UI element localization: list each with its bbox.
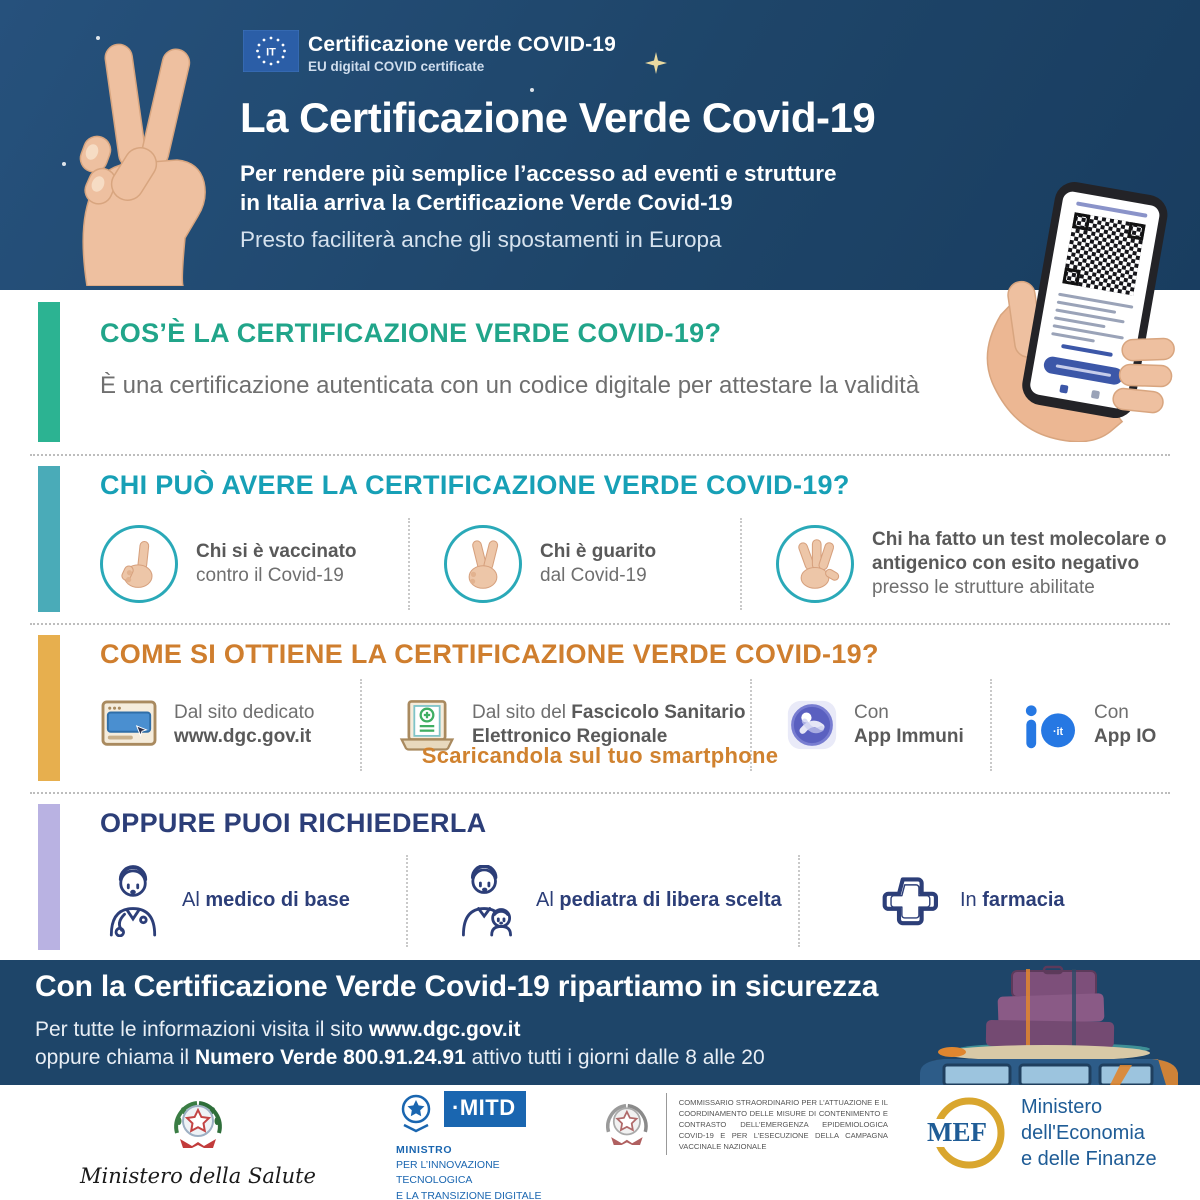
who-item-bold: Chi ha fatto un test molecolare o antigenico con esito negativo [872,528,1167,574]
mef-name-line: Ministero [1021,1096,1103,1118]
how-footnote: Scaricandola sul tuo smartphone [421,743,779,768]
mitd-wordmark: ·MITD [444,1091,526,1127]
who-item-rest: presso le strutture abilitate [872,577,1095,599]
mitd-caption [396,1143,576,1200]
mitd-line: MINISTRO [396,1144,453,1156]
italy-emblem-gray-icon [598,1091,656,1157]
italy-emblem-icon [165,1091,231,1157]
section-where-request [0,794,1200,960]
logo-commissario [598,1091,888,1157]
smartphone-greenpass-photo [978,180,1196,442]
accent-bar-cyan [38,466,60,612]
subtitle-line-2: in Italia arriva la Certificazione Verde Covid-19 [240,189,733,215]
two-finger-hand-icon [444,525,522,603]
mef-name [1021,1094,1157,1172]
where-item-pre: In [960,889,977,912]
peace-hand-photo [32,18,222,286]
banner-website: www.dgc.gov.it [368,1018,521,1041]
section-who-can [0,456,1200,623]
subtitle-line-1: Per rendere più semplice l’accesso ad eventi e strutture [240,161,837,186]
how-item-bold: Fascicolo Sanitario Elettronico Regionale [472,701,746,747]
svg-text:·it: ·it [1052,725,1064,738]
section-how-heading: COME SI OTTIENE LA CERTIFICAZIONE VERDE COVID-19? [100,639,879,669]
page-note: Presto faciliterà anche gli spostamenti in Europa [240,227,722,252]
logo-separator [666,1093,667,1155]
how-item-pre: Con [854,701,889,723]
mef-emblem-icon [925,1091,1011,1175]
section-what-heading: COS’È LA CERTIFICAZIONE VERDE COVID-19? [100,318,722,348]
where-item-doctor [100,865,406,937]
who-item-rest: dal Covid-19 [540,565,647,586]
badge-title: Certificazione verde COVID-19 [308,33,617,56]
footer-logos [0,1085,1200,1200]
mef-name-line: e delle Finanze [1021,1148,1157,1170]
banner-line2-pre: oppure chiama il [35,1046,190,1069]
mitd-line: PER L’INNOVAZIONE [396,1159,500,1172]
who-item-rest: contro il Covid-19 [196,565,344,586]
mef-acronym: MEF [927,1117,987,1147]
banner-line1-pre: Per tutte le informazioni visita il sito [35,1018,363,1041]
salute-name: Ministero della Salute [80,1164,316,1188]
badge-subtitle: EU digital COVID certificate [308,59,485,74]
page-title: La Certificazione Verde Covid-19 [240,94,876,141]
mef-name-line: dell'Economia [1021,1122,1145,1144]
section-what-body: È una certificazione autenticata con un codice digitale per attestare la validità [100,372,920,399]
who-item-vaccinated [100,525,408,603]
mitd-line: TECNOLOGICA [396,1174,473,1187]
banner-phone-line [35,1046,765,1070]
camper-van-illustration [914,963,1182,1085]
who-item-recovered [410,525,740,603]
where-item-bold: medico di base [205,889,350,912]
commissario-caption: COMMISSARIO STRAORDINARIO PER L’ATTUAZIONE E IL COORDINAMENTO DELLE MISURE DI CONTENIMENTO E CONTRASTO DELL’EMERGENZA EPIDEMIOLOGICA COVID-19 E PER L’ESECUZIONE DELLA CAMPAGNA VACCINALE NAZIONALE [678,1097,888,1151]
where-item-bold: pediatra di libera scelta [559,889,782,912]
who-item-bold: Chi si è vaccinato [196,540,357,562]
logo-mitd [396,1091,576,1200]
banner-phone-number: Numero Verde 800.91.24.91 [194,1046,466,1069]
three-finger-hand-icon [776,525,854,603]
where-item-bold: farmacia [982,889,1065,912]
sparkle-dot [530,88,534,92]
pharmacy-cross-icon [876,867,944,935]
how-item-pre: Dal sito dedicato [174,701,315,723]
banner-headline: Con la Certificazione Verde Covid-19 ripartiamo in sicurezza [35,970,879,1003]
how-item-bold: App IO [1094,726,1157,747]
star-sparkle-icon [645,52,667,74]
accent-bar-purple [38,804,60,950]
one-finger-hand-icon [100,525,178,603]
banner-info-line [35,1018,520,1042]
mitd-emblem-icon [396,1091,436,1135]
how-item-bold: App Immuni [854,726,964,747]
mitd-line: E LA TRANSIZIONE DIGITALE [396,1189,542,1200]
eu-flag-label: IT [266,46,276,59]
bottom-banner [0,960,1200,1085]
section-who-heading: CHI PUÒ AVERE LA CERTIFICAZIONE VERDE COVID-19? [100,470,850,500]
how-item-pre: Con [1094,701,1129,723]
section-where-heading: OPPURE PUOI RICHIEDERLA [100,808,487,838]
where-item-pre: Al [182,889,200,912]
doctor-icon [100,865,166,937]
where-item-pediatrician [408,865,798,937]
page-subtitle [240,160,837,218]
accent-bar-green [38,302,60,442]
pediatrician-with-child-icon [454,865,520,937]
eu-flag-it-icon [243,30,299,72]
how-item-bold: www.dgc.gov.it [174,726,312,747]
how-item-pre: Dal sito del [472,701,566,723]
where-item-pharmacy [800,867,1180,935]
where-item-pre: Al [536,889,554,912]
logo-mef [925,1091,1157,1175]
header-banner [0,0,1200,290]
logo-ministero-salute [78,1091,318,1188]
who-item-bold: Chi è guarito [540,540,657,562]
who-item-tested [742,525,1180,603]
section-how-to-get [0,625,1200,792]
banner-line2-post: attivo tutti i giorni dalle 8 alle 20 [471,1046,765,1069]
